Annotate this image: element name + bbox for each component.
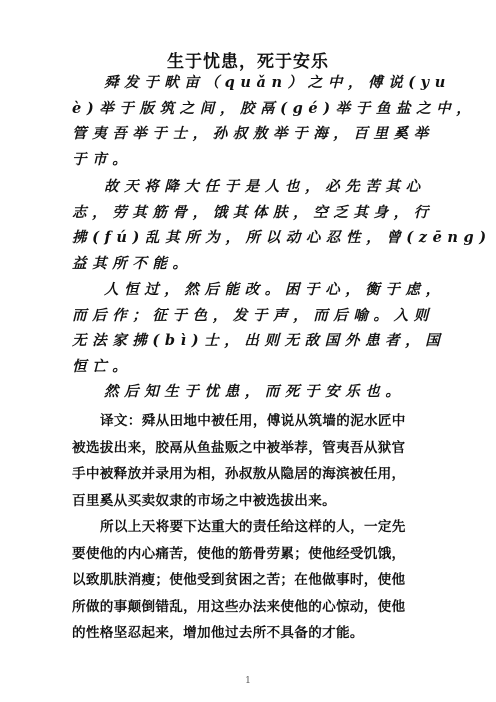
- text-line: 百里奚从买卖奴隶的市场之中被选拔出来。: [72, 492, 336, 509]
- text-line: 译文：舜从田地中被任用，傅说从筑墙的泥水匠中: [100, 413, 406, 429]
- text-line: 的性格坚忍起来，增加他过去所不具备的才能。: [72, 625, 364, 641]
- text-line: 故天将降大任于是人也，必先苦其心: [104, 178, 426, 195]
- text-line: 管夷吾举于士，孙叔敖举于海，百里奚举: [72, 125, 434, 142]
- text-line: 以致肌肤消瘦；使他受到贫困之苦；在他做事时，使他: [72, 572, 406, 588]
- text-line: 要使他的内心痛苦，使他的筋骨劳累；使他经受饥饿，: [72, 545, 406, 562]
- text-line: 益其所不能。: [72, 254, 193, 272]
- text-line: 人恒过，然后能改。困于心，衡于虑，: [104, 281, 446, 298]
- text-line: 舜发于畎亩（quǎn）之中，傅说(yu: [104, 74, 451, 91]
- text-line: 无法家拂(bì)士，出则无敌国外患者，国: [72, 332, 446, 349]
- text-line: 于市。: [72, 150, 133, 168]
- translation-paragraph-2: [72, 514, 434, 647]
- original-paragraph-3: [72, 277, 446, 379]
- text-line: 所做的事颠倒错乱，用这些办法来使他的心惊动，使他: [72, 598, 406, 615]
- translation-paragraph-1: [72, 408, 434, 514]
- original-paragraph-2: [72, 174, 492, 276]
- text-line: 拂(fú)乱其所为，所以动心忍性，曾(zēng): [72, 229, 492, 246]
- text-line: è)举于版筑之间，胶鬲(gé)举于鱼盐之中，: [72, 99, 477, 117]
- text-line: 手中被释放并录用为相，孙叔敖从隐居的海滨被任用，: [72, 466, 406, 482]
- original-paragraph-1: [72, 70, 477, 172]
- text-line: 然后知生于忧患，而死于安乐也。: [104, 383, 406, 400]
- text-line: 恒亡。: [72, 357, 133, 375]
- text-line: 所以上天将要下达重大的责任给这样的人，一定先: [100, 519, 406, 535]
- page-number: 1: [245, 676, 251, 686]
- original-paragraph-4: [72, 379, 434, 405]
- page-title: 生于忧患，死于安乐: [167, 52, 329, 72]
- text-line: 而后作；征于色，发于声，而后喻。入则: [72, 306, 434, 324]
- text-line: 被选拔出来，胶鬲从鱼盐贩之中被举荐，管夷吾从狱官: [72, 439, 406, 456]
- text-line: 志，劳其筋骨，饿其体肤，空乏其身，行: [72, 203, 434, 221]
